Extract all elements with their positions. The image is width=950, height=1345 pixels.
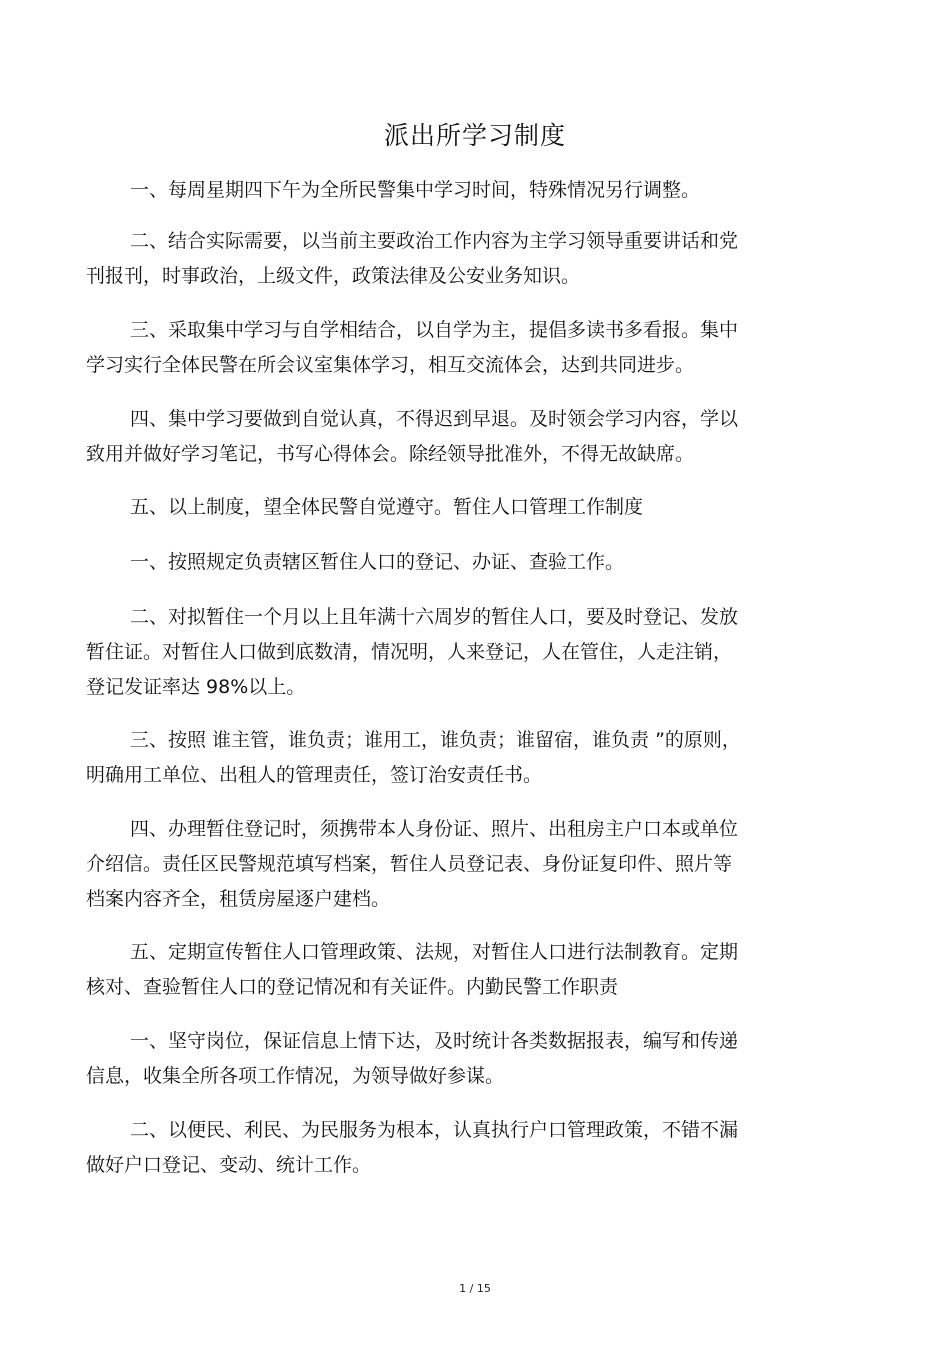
paragraph-line: 介绍信。责任区民警规范填写档案，暂住人员登记表、身份证复印件、照片等 <box>86 853 733 875</box>
paragraph-line: 信息，收集全所各项工作情况，为领导做好参谋。 <box>86 1065 505 1087</box>
paragraph-line: 核对、查验暂住人口的登记情况和有关证件。内勤民警工作职责 <box>86 976 619 998</box>
document-title: 派出所学习制度 <box>383 121 566 150</box>
paragraph-line: 四、集中学习要做到自觉认真，不得迟到早退。及时领会学习内容，学以 <box>130 408 739 430</box>
paragraph-line: 做好户口登记、变动、统计工作。 <box>86 1154 372 1176</box>
paragraph-line: 刊报刊，时事政治，上级文件，政策法律及公安业务知识。 <box>86 265 581 287</box>
paragraph-line: 四、办理暂住登记时，须携带本人身份证、照片、出租房主户口本或单位 <box>130 818 739 840</box>
paragraph-4 <box>86 402 846 472</box>
paragraph-line: 二、以便民、利民、为民服务为根本，认真执行户口管理政策，不错不漏 <box>130 1119 739 1141</box>
paragraph-6 <box>86 545 846 580</box>
paragraph-line: 档案内容齐全，租赁房屋逐户建档。 <box>86 888 391 910</box>
paragraph-line: 致用并做好学习笔记，书写心得体会。除经领导批准外，不得无故缺席。 <box>86 443 695 465</box>
paragraph-line: 暂住证。对暂住人口做到底数清，情况明，人来登记，人在管住，人走注销， <box>86 641 733 663</box>
paragraph-2 <box>86 224 846 294</box>
paragraph-3 <box>86 313 846 383</box>
paragraph-7 <box>86 600 846 705</box>
paragraph-line: 三、采取集中学习与自学相结合，以自学为主，提倡多读书多看报。集中 <box>130 319 739 341</box>
paragraph-line: 二、结合实际需要，以当前主要政治工作内容为主学习领导重要讲话和党 <box>130 230 739 252</box>
paragraph-12 <box>86 1113 846 1183</box>
paragraph-8 <box>86 723 846 793</box>
paragraph-5 <box>86 490 846 525</box>
page-number: 1 / 15 <box>459 1282 491 1295</box>
paragraph-line: 登记发证率达 98%以上。 <box>86 676 306 698</box>
paragraph-line: 五、以上制度，望全体民警自觉遵守。暂住人口管理工作制度 <box>130 496 644 518</box>
paragraph-line: 一、坚守岗位，保证信息上情下达，及时统计各类数据报表，编写和传递 <box>130 1030 739 1052</box>
paragraph-line: 明确用工单位、出租人的管理责任，签订治安责任书。 <box>86 764 543 786</box>
paragraph-line: 一、按照规定负责辖区暂住人口的登记、办证、查验工作。 <box>130 551 625 573</box>
paragraph-line: 学习实行全体民警在所会议室集体学习，相互交流体会，达到共同进步。 <box>86 354 695 376</box>
paragraph-line: 三、按照 谁主管，谁负责；谁用工，谁负责；谁留宿，谁负责 ”的原则， <box>130 729 741 751</box>
paragraph-line: 一、每周星期四下午为全所民警集中学习时间，特殊情况另行调整。 <box>130 179 701 201</box>
paragraph-line: 五、定期宣传暂住人口管理政策、法规，对暂住人口进行法制教育。定期 <box>130 941 739 963</box>
paragraph-9 <box>86 812 846 917</box>
paragraph-11 <box>86 1024 846 1094</box>
paragraph-line: 二、对拟暂住一个月以上且年满十六周岁的暂住人口，要及时登记、发放 <box>130 606 739 628</box>
paragraph-1 <box>86 173 846 208</box>
paragraph-10 <box>86 935 846 1005</box>
